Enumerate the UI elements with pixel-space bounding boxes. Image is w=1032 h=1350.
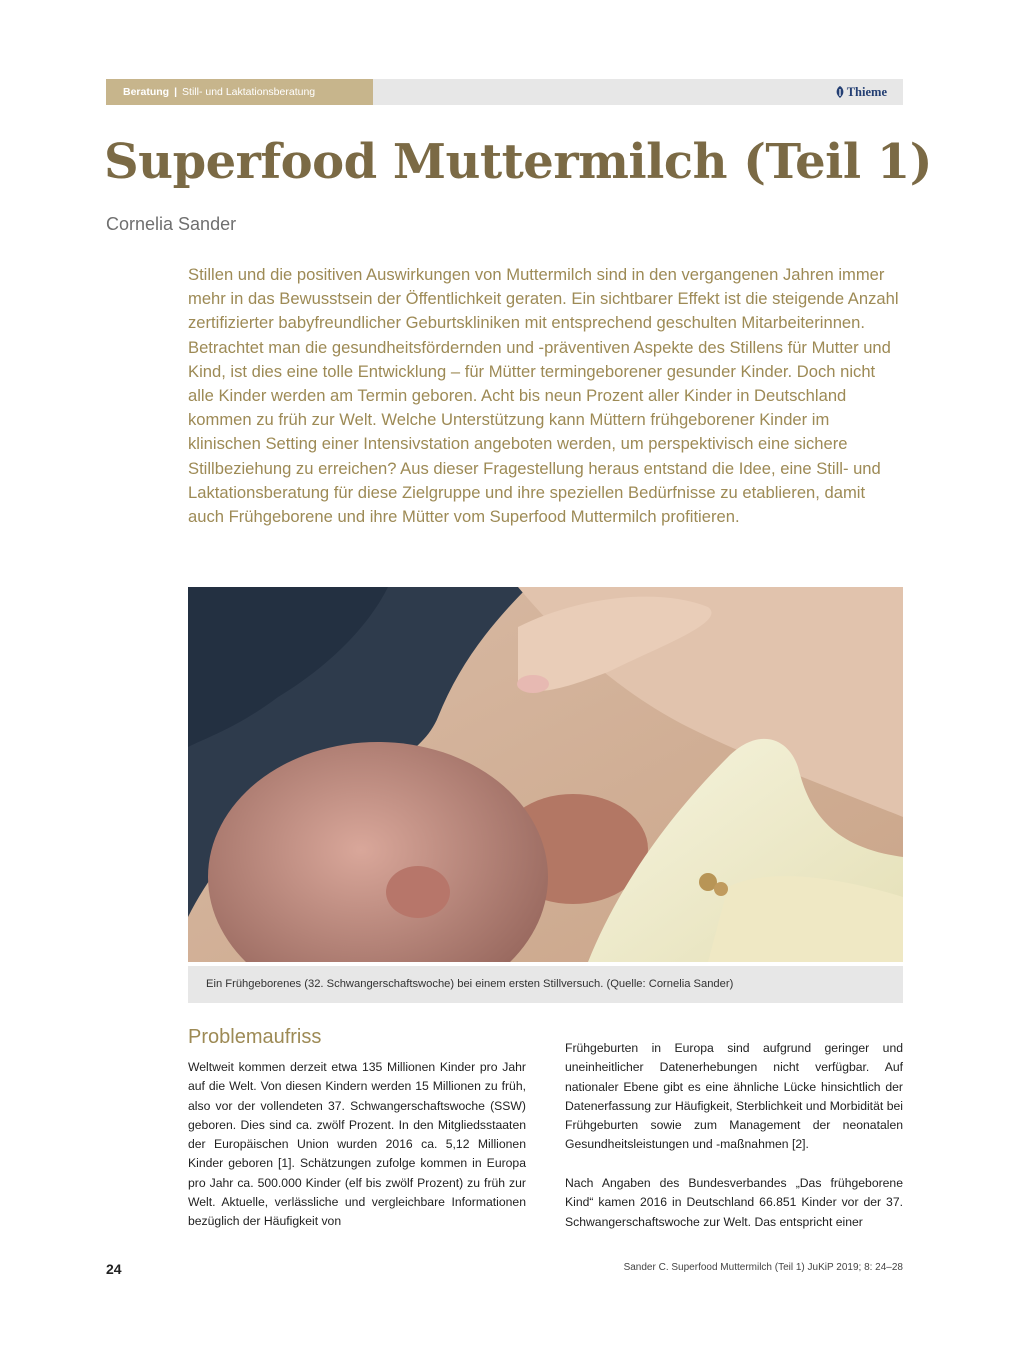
subsection-name: Still- und Laktationsberatung [182, 86, 316, 98]
body-column-right [565, 1039, 903, 1232]
body-paragraph: Weltweit kommen derzeit etwa 135 Millionen Kinder pro Jahr auf die Welt. Von diesen Kindern werden 15 Millionen zu früh, also vor der vollendeten 37. Schwangerschaftswoche (SSW) geboren. Dies sind ca. zwölf Prozent. In den Mitgliedsstaaten der Europäischen Union wurden 2016 ca. 5,12 Millionen Kinder geboren [1]. Schätzungen zufolge kommen in Europa pro Jahr ca. 500.000 Kinder (elf bis zwölf Prozent) zu früh zur Welt. Aktuelle, verlässliche und vergleichbare Informationen bezüglich der Häufigkeit von [188, 1060, 526, 1229]
article-author: Cornelia Sander [106, 214, 237, 234]
citation-line: Sander C. Superfood Muttermilch (Teil 1) JuKiP 2019; 8: 24–28 [623, 1262, 903, 1273]
section-heading: Problemaufriss [188, 1026, 322, 1048]
publisher-logo [835, 79, 887, 105]
publisher-name: Thieme [846, 85, 887, 99]
article-abstract: Stillen und die positiven Auswirkungen von Muttermilch sind in den vergangenen Jahren immer mehr in das Bewusstsein der Öffentlichkeit geraten. Ein sichtbarer Effekt ist die steigende Anzahl zertifizierter babyfreundlicher Geburtskliniken mit entsprechend geschulten Mitarbeiterinnen. Betrachtet man die gesundheitsfördernden und -präventiven Aspekte des Stillens für Mutter und Kind, ist dies eine tolle Entwicklung – für Mütter termingeborener gesunder Kinder. Doch nicht alle Kinder werden am Termin geboren. Acht bis neun Prozent aller Kinder in Deutschland kommen zu früh zur Welt. Welche Unterstützung kann Müttern frühgeborener Kinder im klinischen Setting einer Intensivstation angeboten werden, um perspektivisch eine sichere Stillbeziehung zu erreichen? Aus dieser Fragestellung heraus entstand die Idee, eine Still- und Laktationsberatung für diese Zielgruppe und ihre speziellen Bedürfnisse zu etablieren, damit auch Frühgeborene und ihre Mütter vom Superfood Muttermilch profitieren. [188, 265, 899, 527]
running-header [106, 79, 903, 105]
article-photo [188, 587, 903, 962]
section-label [106, 79, 373, 105]
section-name: Beratung [123, 86, 170, 98]
page-number: 24 [106, 1261, 122, 1277]
section-separator: | [174, 86, 178, 98]
body-column-left [188, 1058, 526, 1232]
article-title: Superfood Muttermilch (Teil 1) [104, 134, 932, 190]
figure-caption: Ein Frühgeborenes (32. Schwangerschaftswoche) bei einem ersten Stillversuch. (Quelle: Cornelia Sander) [188, 966, 903, 1003]
thieme-logo-icon [835, 86, 845, 98]
body-paragraph: Nach Angaben des Bundesverbandes „Das frühgeborene Kind“ kamen 2016 in Deutschland 66.851 Kinder vor der 37. Schwangerschaftswoche zur Welt. Das entspricht einer [565, 1176, 903, 1229]
body-paragraph: Frühgeburten in Europa sind aufgrund geringer und uneinheitlicher Datenerhebungen nicht verfügbar. Auf nationaler Ebene gibt es eine ähnliche Lücke hinsichtlich der Datenerfassung zur Häufigkeit, Sterblichkeit und Morbidität bei Frühgeburten sowie zum Management der neonatalen Gesundheitsleistungen und -maßnahmen [2]. [565, 1041, 903, 1152]
